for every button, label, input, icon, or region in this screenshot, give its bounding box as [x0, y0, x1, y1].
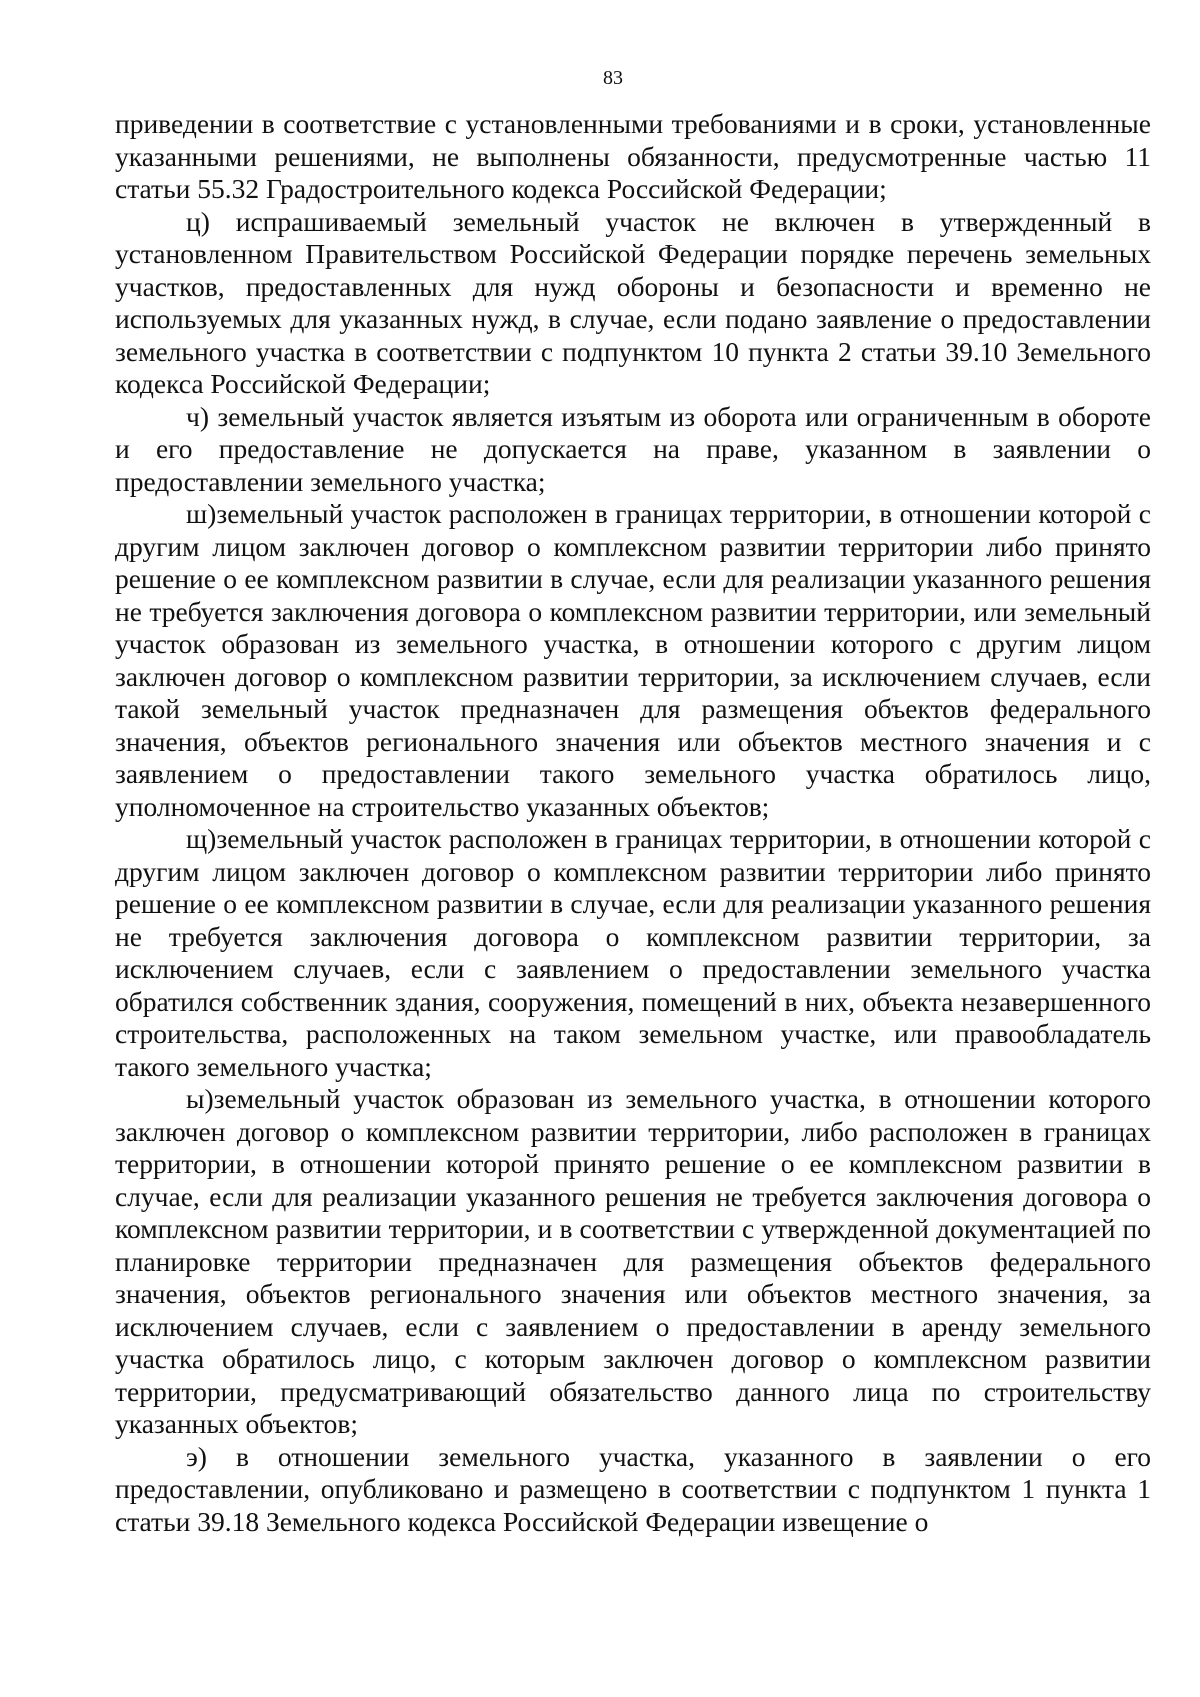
list-marker: ш) [186, 498, 217, 529]
list-item-text: в отношении земельного участка, указанного в заявлении о его предоставлении, опубликовано и размещено в соответствии с подпунктом 1 пункта 1 статьи 39.18 Земельного кодекса Российской Федерации извещение о [115, 1440, 1151, 1537]
list-item-shch [115, 823, 1151, 1083]
list-marker: ц) [186, 205, 210, 237]
list-marker: щ) [186, 823, 217, 854]
list-item-sh [115, 498, 1151, 823]
list-item-text: земельный участок является изъятым из оборота или ограниченным в обороте и его предоставление не допускается на праве, указанном в заявлении о предоставлении земельного участка; [115, 400, 1152, 497]
list-item-ts [115, 206, 1151, 401]
list-marker: э) [186, 1440, 207, 1472]
list-item-e [115, 1441, 1151, 1539]
list-item-y [115, 1083, 1151, 1441]
document-body [115, 108, 1151, 1538]
list-marker: ч) [186, 400, 209, 432]
list-item-text: земельный участок расположен в границах территории, в отношении которой с другим лицом заключен договор о комплексном развитии территории либо принято решение о ее комплексном развитии в случае, если для реализации указанного решения не требуется заключения договора о комплексном развитии территории, за исключением случаев, если с заявлением о предоставлении земельного участка обратился собственник здания, сооружения, помещений в них, объекта незавершенного строительства, расположенных на таком земельном участке, или правообладатель такого земельного участка; [115, 823, 1151, 1082]
list-item-text: испрашиваемый земельный участок не включен в утвержденный в установленном Правительством Российской Федерации порядке перечень земельных участков, предоставленных для нужд обороны и безопасности и временно не используемых для указанных нужд, в случае, если подано заявление о предоставлении земельного участка в соответствии с подпунктом 10 пункта 2 статьи 39.10 Земельного кодекса Российской Федерации; [115, 205, 1152, 399]
list-item-text: земельный участок образован из земельного участка, в отношении которого заключен договор о комплексном развитии территории, либо расположен в границах территории, в отношении которой принято решение о ее комплексном развитии в случае, если для реализации указанного решения не требуется заключения договора о комплексном развитии территории, и в соответствии с утвержденной документацией по планировке территории предназначен для размещения объектов федерального значения, объектов регионального значения или объектов местного значения, за исключением случаев, если с заявлением о предоставлении в аренду земельного участка обратилось лицо, с которым заключен договор о комплексном развитии территории, предусматривающий обязательство данного лица по строительству указанных объектов; [115, 1083, 1151, 1439]
list-item-text: земельный участок расположен в границах территории, в отношении которой с другим лицом заключен договор о комплексном развитии территории либо принято решение о ее комплексном развитии в случае, если для реализации указанного решения не требуется заключения договора о комплексном развитии территории, или земельный участок образован из земельного участка, в отношении которого с другим лицом заключен договор о комплексном развитии территории, за исключением случаев, если такой земельный участок предназначен для размещения объектов федерального значения, объектов регионального значения или объектов местного значения и с заявлением о предоставлении такого земельного участка обратилось лицо, уполномоченное на строительство указанных объектов; [115, 498, 1151, 822]
paragraph-text: приведении в соответствие с установленными требованиями и в сроки, установленные указанными решениями, не выполнены обязанности, предусмотренные частью 11 статьи 55.32 Градостроительного кодекса Российской Федерации; [115, 108, 1151, 204]
list-item-ch [115, 401, 1151, 499]
list-marker: ы) [186, 1083, 214, 1114]
page-number: 83 [603, 67, 623, 89]
paragraph-continuation [115, 108, 1151, 206]
